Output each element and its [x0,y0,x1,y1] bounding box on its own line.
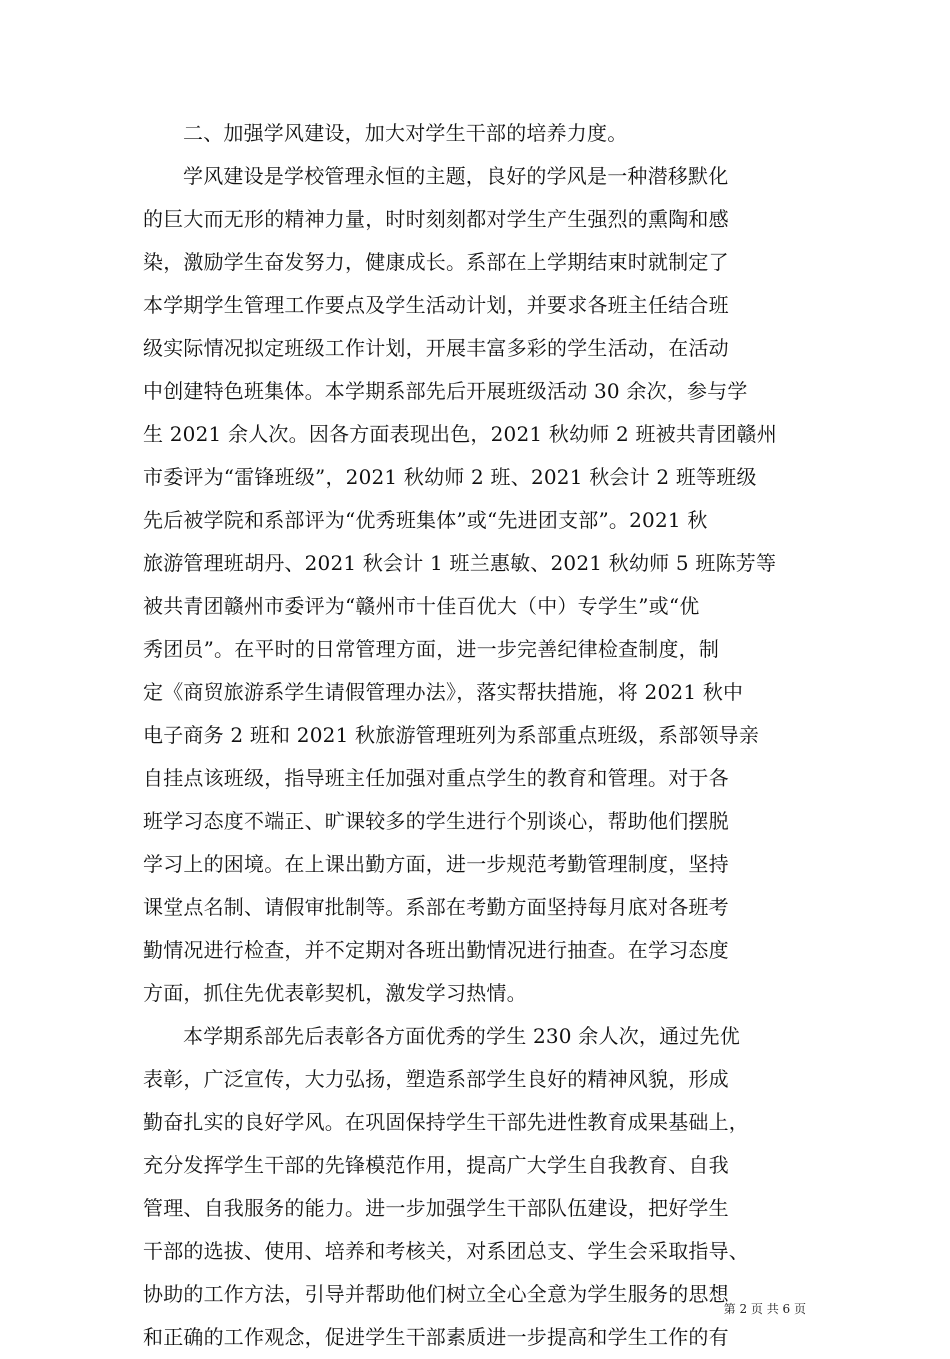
paragraph-line: 中创建特色班集体。本学期系部先后开展班级活动 30 余次，参与学 [143,379,748,403]
paragraph-line: 勤奋扎实的良好学风。在巩固保持学生干部先进性教育成果基础上， [143,1110,749,1134]
paragraph-line: 本学期系部先后表彰各方面优秀的学生 230 余人次，通过先优 [183,1024,740,1048]
paragraph-line: 定《商贸旅游系学生请假管理办法》，落实帮扶措施，将 2021 秋中 [143,680,744,704]
paragraph-line: 级实际情况拟定班级工作计划，开展丰富多彩的学生活动，在活动 [143,336,729,360]
paragraph-line: 学风建设是学校管理永恒的主题，良好的学风是一种潜移默化 [183,164,729,188]
paragraph-line: 本学期学生管理工作要点及学生活动计划，并要求各班主任结合班 [143,293,729,317]
paragraph-line: 表彰，广泛宣传，大力弘扬，塑造系部学生良好的精神风貌，形成 [143,1067,729,1091]
paragraph-line: 充分发挥学生干部的先锋模范作用，提高广大学生自我教育、自我 [143,1153,729,1177]
paragraph-line: 班学习态度不端正、旷课较多的学生进行个别谈心，帮助他们摆脱 [143,809,729,833]
body-text [143,112,811,1359]
paragraph-line: 的巨大而无形的精神力量，时时刻刻都对学生产生强烈的熏陶和感 [143,207,729,231]
paragraph-line: 管理、自我服务的能力。进一步加强学生干部队伍建设，把好学生 [143,1196,729,1220]
paragraph-line: 方面，抓住先优表彰契机，激发学习热情。 [143,981,527,1005]
paragraph-line: 学习上的困境。在上课出勤方面，进一步规范考勤管理制度，坚持 [143,852,729,876]
paragraph-line: 课堂点名制、请假审批制等。系部在考勤方面坚持每月底对各班考 [143,895,729,919]
paragraph-line: 和正确的工作观念，促进学生干部素质进一步提高和学生工作的有 [143,1325,729,1349]
paragraph-line: 先后被学院和系部评为“优秀班集体”或“先进团支部”。2021 秋 [143,508,708,532]
section-heading: 二、加强学风建设，加大对学生干部的培养力度。 [183,121,628,145]
paragraph-line: 旅游管理班胡丹、2021 秋会计 1 班兰惠敏、2021 秋幼师 5 班陈芳等 [143,551,777,575]
paragraph-line: 市委评为“雷锋班级”，2021 秋幼师 2 班、2021 秋会计 2 班等班级 [143,465,757,489]
paragraph-line: 干部的选拔、使用、培养和考核关，对系团总支、学生会采取指导、 [143,1239,749,1263]
paragraph-line: 自挂点该班级，指导班主任加强对重点学生的教育和管理。对于各 [143,766,729,790]
paragraph-line: 染，激励学生奋发努力，健康成长。系部在上学期结束时就制定了 [143,250,729,274]
paragraph-line: 秀团员”。在平时的日常管理方面，进一步完善纪律检查制度，制 [143,637,720,661]
paragraph-line: 勤情况进行检查，并不定期对各班出勤情况进行抽查。在学习态度 [143,938,729,962]
paragraph-line: 生 2021 余人次。因各方面表现出色，2021 秋幼师 2 班被共青团赣州 [143,422,777,446]
paragraph-line: 电子商务 2 班和 2021 秋旅游管理班列为系部重点班级，系部领导亲 [143,723,760,747]
paragraph-line: 协助的工作方法，引导并帮助他们树立全心全意为学生服务的思想 [143,1282,729,1306]
paragraph-line: 被共青团赣州市委评为“赣州市十佳百优大（中）专学生”或“优 [143,594,700,618]
page-number: 第 2 页 共 6 页 [723,1302,806,1316]
